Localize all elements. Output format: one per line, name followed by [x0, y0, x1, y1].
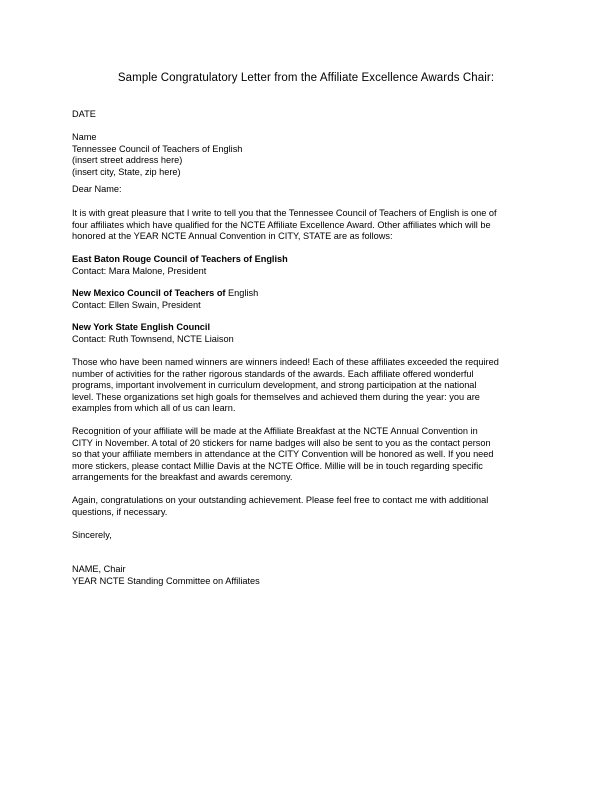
recipient-organization: Tennessee Council of Teachers of English — [72, 143, 243, 154]
salutation: Dear Name: — [72, 184, 122, 194]
paragraph-congratulations — [72, 495, 542, 518]
paragraph-line: examples from which all of us can learn. — [72, 403, 236, 413]
paragraph-winners — [72, 357, 542, 415]
affiliate-entry — [72, 254, 542, 277]
paragraph-intro — [72, 208, 542, 243]
paragraph-line: Recognition of your affiliate will be made at the Affiliate Breakfast at the NCTE Annual Convention in — [72, 426, 478, 436]
recipient-name: Name — [72, 132, 97, 142]
affiliate-name-bold: East Baton Rouge Council of Teachers of — [72, 254, 253, 264]
paragraph-line: arrangements for the breakfast and awards ceremony. — [72, 472, 293, 482]
closing: Sincerely, — [72, 530, 112, 540]
paragraph-line: Again, congratulations on your outstanding achievement. Please feel free to contact me with additional — [72, 495, 489, 505]
paragraph-line: It is with great pleasure that I write to tell you that the Tennessee Council of Teachers of English is one of — [72, 208, 497, 218]
affiliate-name — [72, 288, 542, 300]
signature-title: YEAR NCTE Standing Committee on Affiliates — [72, 575, 260, 586]
paragraph-line: honored at the YEAR NCTE Annual Convention in CITY, STATE are as follows: — [72, 231, 393, 241]
recipient-address — [72, 132, 542, 178]
paragraph-line: so that your affiliate members in attendance at the CITY Convention will be honored as well. If you need — [72, 449, 494, 459]
paragraph-line: four affiliates which have qualified for the NCTE Affiliate Excellence Award. Other affiliates which will be — [72, 219, 491, 230]
paragraph-line: number of activities for the rather rigorous standards of the awards. Each affiliate offered wonderful — [72, 368, 474, 379]
paragraph-line: questions, if necessary. — [72, 506, 168, 517]
paragraph-line: CITY in November. A total of 20 stickers for name badges will also be sent to you as the contact person — [72, 437, 491, 448]
recipient-street: (insert street address here) — [72, 155, 183, 165]
paragraph-line: Those who have been named winners are winners indeed! Each of these affiliates exceeded the required — [72, 357, 499, 367]
paragraph-recognition — [72, 426, 542, 484]
signature-name: NAME, Chair — [72, 564, 126, 574]
paragraph-line: more stickers, please contact Millie Davis at the NCTE Office. Millie will be in touch regarding specific — [72, 460, 483, 471]
affiliate-name — [72, 254, 542, 266]
recipient-city-state-zip: (insert city, State, zip here) — [72, 166, 181, 177]
affiliate-name-rest: English — [252, 254, 288, 264]
signature-block — [72, 564, 542, 587]
affiliate-name — [72, 322, 542, 334]
letter-date: DATE — [72, 109, 96, 119]
affiliate-name-rest: English — [225, 288, 259, 298]
letter-title: Sample Congratulatory Letter from the Affiliate Excellence Awards Chair: — [117, 72, 495, 84]
affiliate-contact: Contact: Mara Malone, President — [72, 265, 207, 276]
affiliate-entry — [72, 288, 542, 311]
paragraph-line: programs, important involvement in curriculum development, and strong participation at the national — [72, 380, 477, 390]
affiliate-contact: Contact: Ellen Swain, President — [72, 299, 201, 310]
affiliate-name-bold: New York State — [72, 322, 139, 332]
affiliate-contact: Contact: Ruth Townsend, NCTE Liaison — [72, 333, 234, 344]
paragraph-line: level. These organizations set high goals for themselves and achieved them during the year: you are — [72, 391, 480, 402]
affiliate-entry — [72, 322, 542, 345]
affiliate-name-rest: English Council — [138, 322, 211, 332]
affiliate-name-bold: New Mexico Council of Teachers of — [72, 288, 226, 298]
